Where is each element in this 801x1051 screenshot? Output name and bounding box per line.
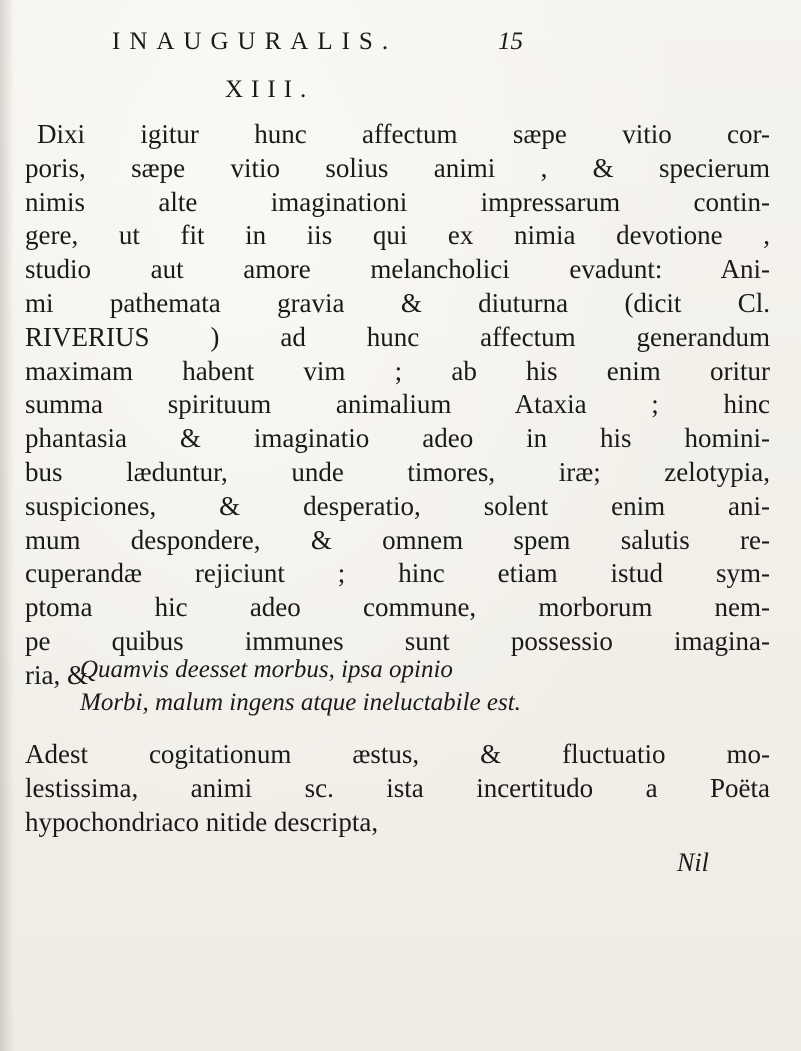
text-line: phantasia & imaginatio adeo in his homini- [25, 423, 770, 454]
text-line: bus læduntur, unde timores, iræ; zelotypia, [25, 456, 770, 487]
text-line: lestissima, animi sc. ista incertitudo a Poëta [25, 772, 770, 803]
paragraph-1 [25, 118, 770, 693]
text-line: RIVERIUS ) ad hunc affectum generandum [25, 321, 770, 352]
verse-line: Quamvis deesset morbus, ipsa opinio [80, 656, 453, 683]
text-line: pe quibus immunes sunt possessio imagina- [25, 625, 770, 656]
text-line: maximam habent vim ; ab his enim oritur [25, 355, 770, 386]
text-line: summa spirituum animalium Ataxia ; hinc [25, 389, 770, 420]
text-line: hypochondriaco nitide descripta, [25, 806, 379, 837]
text-line: ptoma hic adeo commune, morborum nem- [25, 592, 770, 623]
text-line: cuperandæ rejiciunt ; hinc etiam istud sym- [25, 558, 770, 589]
running-head [112, 28, 652, 64]
text-line: Adest cogitationum æstus, & fluctuatio mo- [25, 739, 770, 769]
text-line: studio aut amore melancholici evadunt: Ani- [25, 254, 770, 285]
page-number: 15 [498, 28, 523, 55]
text-line: ria, & [25, 659, 88, 690]
verse-line: Morbi, malum ingens atque ineluctabile est. [80, 689, 521, 716]
text-line: gere, ut fit in iis qui ex nimia devotione , [25, 220, 770, 251]
text-line: nimis alte imaginationi impressarum contin- [25, 186, 770, 217]
running-title: INAUGURALIS. [112, 28, 398, 55]
text-line: mi pathemata gravia & diuturna (dicit Cl. [25, 287, 770, 318]
spine-shadow [0, 0, 14, 1051]
text-line: mum despondere, & omnem spem salutis re- [25, 524, 770, 555]
text-line: suspiciones, & desperatio, solent enim ani- [25, 490, 770, 521]
paragraph-2 [25, 738, 770, 839]
catchword: Nil [677, 848, 709, 877]
text-line: Dixi igitur hunc affectum sæpe vitio cor- [37, 119, 770, 149]
section-number: XIII. [225, 76, 315, 103]
text-line: poris, sæpe vitio solius animi , & specierum [25, 152, 770, 183]
verse-quotation [25, 653, 770, 719]
